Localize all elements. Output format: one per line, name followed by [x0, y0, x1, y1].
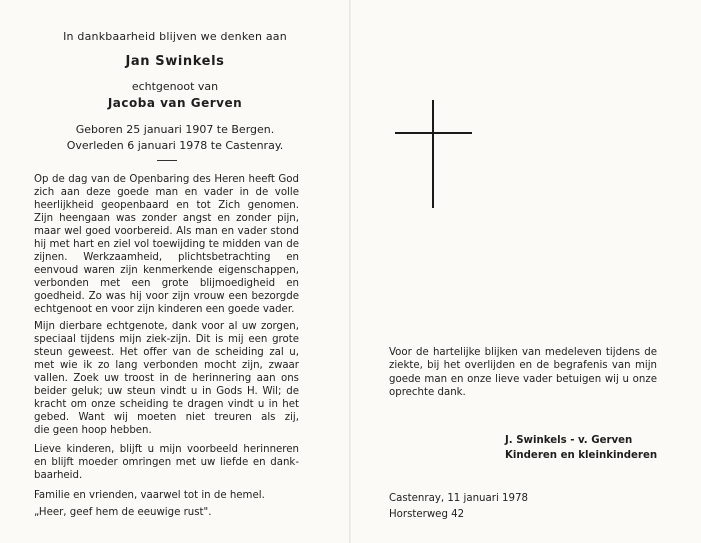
- left-panel: [0, 0, 349, 543]
- place-date: Castenray, 11 januari 1978: [389, 493, 528, 504]
- paragraph-spouse-last: die geen hoop hebben.: [34, 425, 152, 437]
- paragraph-children: [34, 443, 299, 482]
- thanks-message: Voor de hartelijke blijken van medeleven tijdens de ziekte, bij het overlijden en de begrafenis van mijn goede man en onze lieve vader betuigen wij u onze oprechte dank.: [389, 347, 657, 399]
- birth-line: Geboren 25 januari 1907 te Bergen.: [75, 123, 275, 136]
- paragraph-spouse-body: Mijn dierbare echtgenote, dank voor al uw zorgen, speciaal tijdens mijn ziek-zijn. Dit is mij een grote steun geweest. Het offer van de scheiding zal u, met wie ik zo lang verbonden mocht zijn, zwaar vallen. Zoek uw troost in de herinnering aan ons beider geluk; uw steun vindt u in Gods H. Wil; de kracht om onze scheiding te dragen vindt u in het gebed. Want wij moeten niet treuren als zij,: [34, 321, 299, 424]
- divider: [157, 160, 177, 161]
- right-panel: [351, 0, 701, 543]
- prayer-line: „Heer, geef hem de eeuwige rust".: [34, 507, 212, 518]
- cross-icon-bar: [395, 132, 472, 134]
- paragraph-epiphany-body: Op de dag van de Openbaring des Heren heeft God zich aan deze goede man en vader in de volle heerlijkheid geopenbaard en tot Zich genomen. Zijn heengaan was zonder angst en zonder pijn, maar wel goed voorbereid. Als man en vader stond hij met hart en ziel vol toewijding te midden van de zijnen. Werkzaamheid, plichtsbetrachting en eenvoud waren zijn kenmerkende eigenschappen, verbonden met een grote blijmoedigheid en goedheid. Zo was hij voor zijn vrouw een bezorgde: [34, 174, 299, 303]
- spouse-intro: echtgenoot van: [131, 80, 219, 93]
- paragraph-children-body: Lieve kinderen, blijft u mijn voorbeeld herinneren en blijft moeder omringen met uw liefde en dank-: [34, 444, 299, 469]
- paragraph-epiphany: [34, 173, 299, 317]
- death-line: Overleden 6 januari 1978 te Castenray.: [66, 139, 284, 152]
- spouse-name: Jacoba van Gerven: [107, 96, 243, 110]
- address: Horsterweg 42: [389, 509, 465, 520]
- intro-line: In dankbaarheid blijven we denken aan: [63, 30, 287, 43]
- farewell-line: Familie en vrienden, vaarwel tot in de hemel.: [34, 490, 265, 501]
- signature-family: Kinderen en kleinkinderen: [505, 450, 658, 461]
- paragraph-children-last: baarheid.: [34, 470, 83, 482]
- paragraph-epiphany-last: echtgenoot en voor zijn kinderen een goede vader.: [34, 304, 295, 316]
- paragraph-spouse: [34, 320, 299, 437]
- deceased-name: Jan Swinkels: [125, 54, 225, 69]
- signature-widow: J. Swinkels - v. Gerven: [505, 435, 633, 446]
- cross-icon: [432, 100, 434, 208]
